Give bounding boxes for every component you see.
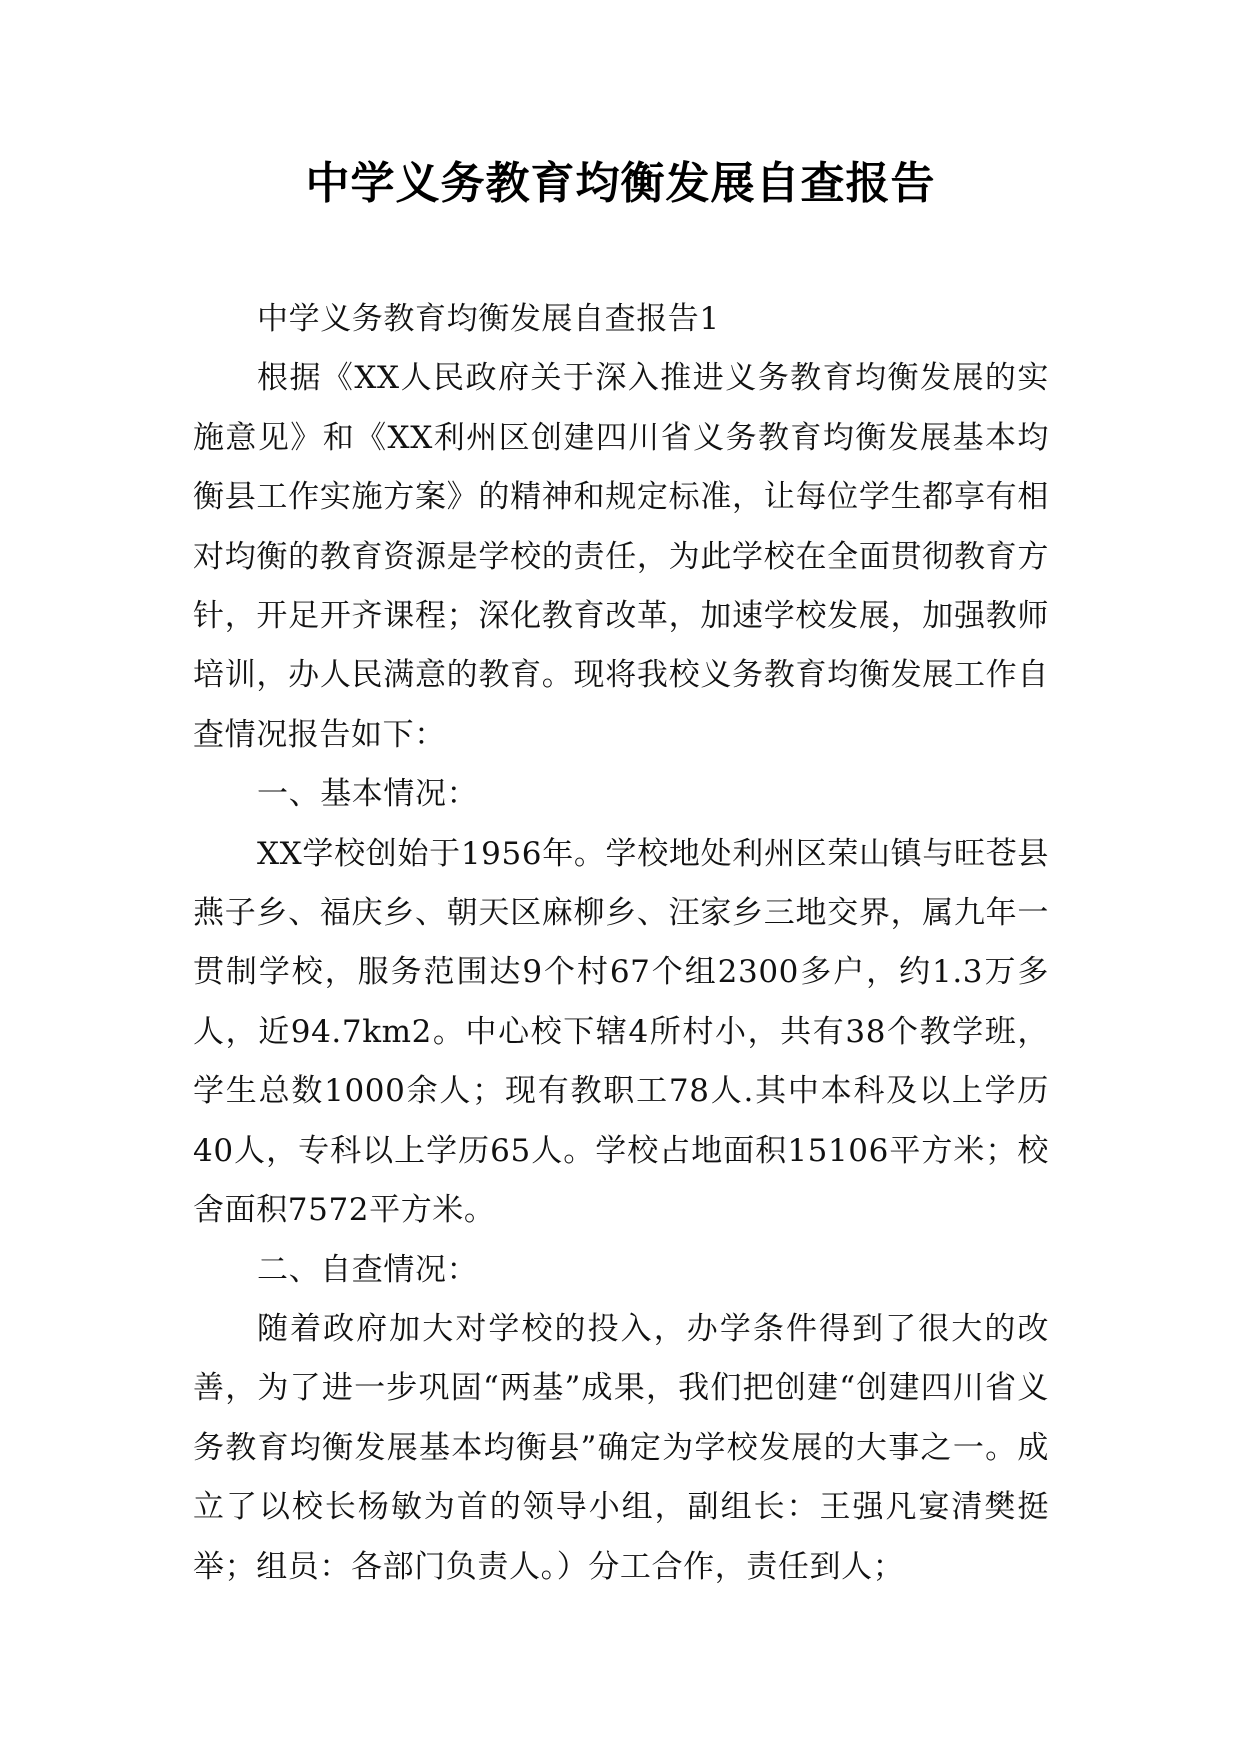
paragraph-intro: 根据《XX人民政府关于深入推进义务教育均衡发展的实施意见》和《XX利州区创建四川省义务教育均衡发展基本均衡县工作实施方案》的精神和规定标准，让每位学生都享有相对均衡的教育资源是学校的责任，为此学校在全面贯彻教育方针，开足开齐课程；深化教育改革，加速学校发展，加强教师培训，办人民满意的教育。现将我校义务教育均衡发展工作自查情况报告如下： (193, 360, 1049, 753)
paragraph-subtitle: 中学义务教育均衡发展自查报告1 (257, 301, 720, 337)
paragraph-self-inspection: 随着政府加大对学校的投入，办学条件得到了很大的改善，为了进一步巩固“两基”成果，我们把创建“创建四川省义务教育均衡发展基本均衡县”确定为学校发展的大事之一。成立了以校长杨敏为首的领导小组，副组长：王强凡宴清樊挺举；组员：各部门负责人。）分工合作，责任到人； (193, 1310, 1049, 1585)
paragraph-basic-situation: XX学校创始于1956年。学校地处利州区荣山镇与旺苍县燕子乡、福庆乡、朝天区麻柳乡、汪家乡三地交界，属九年一贯制学校，服务范围达9个村67个组2300多户，约1.3万多人，近94.7km2。中心校下辖4所村小，共有38个教学班，学生总数1000余人；现有教职工78人.其中本科及以上学历40人，专科以上学历65人。学校占地面积15106平方米；校舍面积7572平方米。 (193, 835, 1049, 1229)
section-heading-basic-situation: 一、基本情况： (257, 776, 479, 813)
section-heading-self-inspection: 二、自查情况： (257, 1251, 479, 1288)
document-body (193, 290, 1049, 1597)
document-title: 中学义务教育均衡发展自查报告 (305, 158, 936, 209)
